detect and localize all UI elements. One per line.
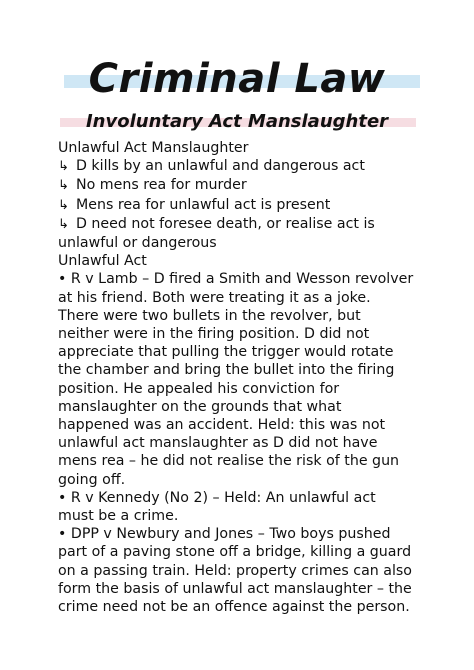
- case-paragraph-line: appreciate that pulling the trigger would rotate: [58, 344, 394, 361]
- subtitle-block: [0, 110, 474, 136]
- arrow-icon: ↳: [58, 178, 69, 194]
- arrow-list-item-text: Mens rea for unlawful act is present: [76, 196, 331, 213]
- case-paragraph-line: on a passing train. Held: property crimes can also: [58, 562, 412, 579]
- arrow-icon: ↳: [58, 197, 69, 213]
- case-paragraph-line: neither were in the firing position. D did not: [58, 326, 370, 343]
- case-paragraph-line: There were two bullets in the revolver, but: [58, 307, 361, 324]
- case-paragraph-line: unlawful act manslaughter as D did not have: [58, 435, 378, 452]
- arrow-icon: ↳: [58, 159, 69, 175]
- case-paragraph-line: [58, 525, 428, 543]
- case-paragraph-line: crime need not be an offence against the person.: [58, 599, 410, 616]
- arrow-list-item-text: D need not foresee death, or realise act is: [76, 215, 375, 232]
- case-paragraph-line: happened was an accident. Held: this was not: [58, 417, 386, 434]
- section-heading-unlawful-act-manslaughter: Unlawful Act Manslaughter: [58, 140, 249, 156]
- case-text: R v Lamb – D fired a Smith and Wesson revolver: [70, 271, 414, 288]
- case-paragraph-line: form the basis of unlawful act manslaughter – the: [58, 580, 412, 597]
- case-paragraph-line: must be a crime.: [58, 508, 179, 525]
- case-paragraph-line: part of a paving stone off a bridge, killing a guard: [58, 544, 412, 561]
- case-paragraph-line: [58, 489, 428, 507]
- bullet-icon: •: [58, 526, 67, 543]
- case-paragraph-line: at his friend. Both were treating it as a joke.: [58, 289, 371, 306]
- bullet-icon: •: [58, 489, 67, 506]
- arrow-list-item: [58, 157, 428, 176]
- arrow-list-continuation: unlawful or dangerous: [58, 235, 217, 252]
- arrow-icon: ↳: [58, 216, 69, 232]
- page-subtitle: Involuntary Act Manslaughter: [85, 111, 389, 132]
- arrow-list-item-text: No mens rea for murder: [76, 177, 247, 194]
- arrow-list-item: [58, 196, 428, 215]
- case-text: R v Kennedy (No 2) – Held: An unlawful act: [70, 489, 376, 506]
- case-paragraph-line: the chamber and bring the bullet into the firing: [58, 362, 395, 379]
- arrow-list-item: [58, 215, 428, 234]
- page-title: Criminal Law: [88, 56, 386, 102]
- case-paragraph-line: position. He appealed his conviction for: [58, 380, 340, 397]
- arrow-list-item-text: D kills by an unlawful and dangerous act: [76, 158, 365, 175]
- arrow-list-item: [58, 176, 428, 195]
- title-block: [0, 54, 474, 104]
- bullet-icon: •: [58, 271, 67, 288]
- section-heading-unlawful-act: Unlawful Act: [58, 253, 147, 270]
- case-paragraph-line: going off.: [58, 471, 126, 488]
- case-paragraph-line: mens rea – he did not realise the risk of the gun: [58, 453, 400, 470]
- case-paragraph-line: [58, 270, 428, 288]
- document-body: [58, 139, 428, 616]
- case-text: DPP v Newbury and Jones – Two boys pushed: [70, 526, 391, 543]
- case-paragraph-line: manslaughter on the grounds that what: [58, 398, 342, 415]
